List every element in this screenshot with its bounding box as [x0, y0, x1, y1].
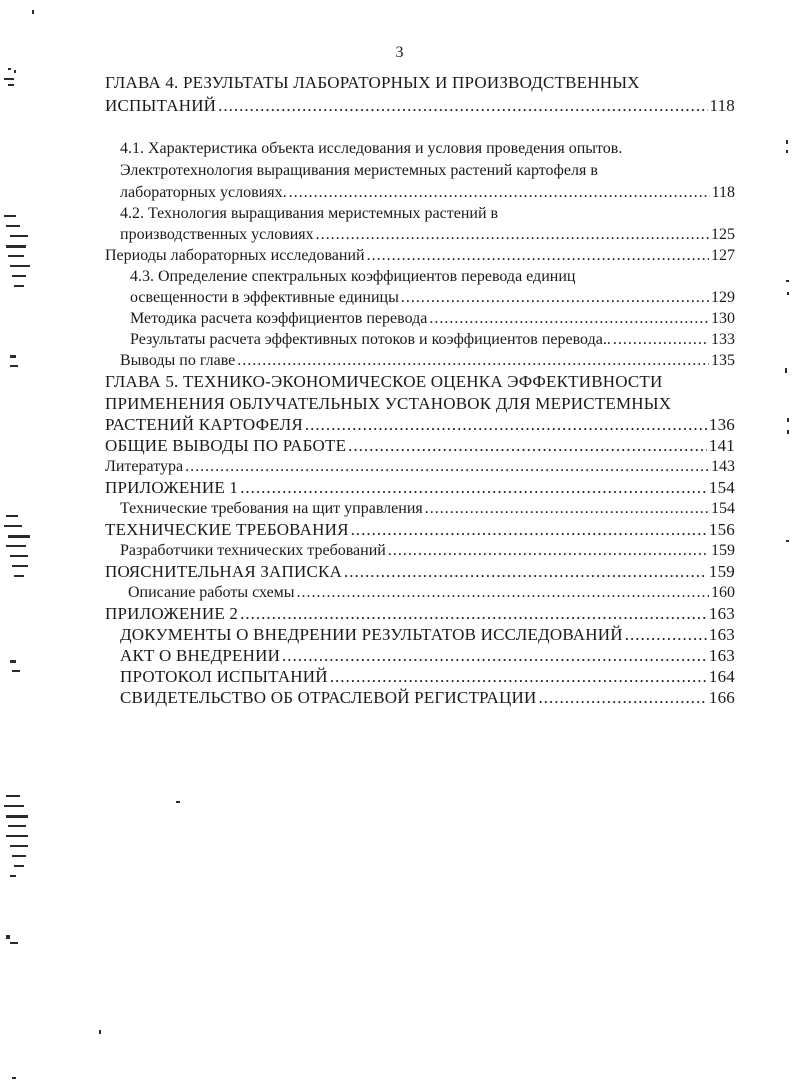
leader-dots [351, 519, 707, 540]
leader-dots [289, 182, 710, 203]
toc-periods[interactable] [105, 245, 735, 266]
toc-general-conclusions[interactable] [105, 435, 735, 456]
leader-dots [425, 498, 709, 519]
toc-page-number: 160 [711, 584, 735, 601]
leader-dots [613, 329, 709, 350]
toc-entry-title: Описание работы схемы [128, 584, 295, 601]
leader-dots [316, 224, 709, 245]
page-number: 3 [395, 44, 404, 61]
leader-dots [401, 287, 709, 308]
scan-speck [6, 815, 28, 818]
toc-appendix-1[interactable] [105, 477, 735, 498]
toc-page-number: 135 [711, 352, 735, 369]
scan-speck [32, 10, 34, 14]
toc-page-number: 163 [708, 604, 735, 623]
toc-page-number: 118 [711, 184, 735, 201]
toc-chapter-5[interactable] [105, 414, 735, 435]
toc-page-number: 125 [711, 226, 735, 243]
toc-page-number: 118 [709, 96, 735, 115]
toc-results[interactable] [130, 329, 735, 350]
toc-appendix-2[interactable] [105, 603, 735, 624]
toc-section-4-1-line2: Электротехнология выращивания меристемных растений картофеля в [120, 162, 598, 179]
toc-entry-title: производственных условиях [120, 226, 314, 243]
toc-page-number: 154 [708, 478, 735, 497]
toc-entry-title: Методика расчета коэффициентов перевода [130, 310, 428, 327]
toc-certificate[interactable] [120, 687, 735, 708]
toc-page-number: 156 [708, 520, 735, 539]
scan-speck [6, 795, 20, 797]
toc-entry-title: ПОЯСНИТЕЛЬНАЯ ЗАПИСКА [105, 562, 343, 581]
toc-page-number: 164 [708, 667, 735, 686]
leader-dots [185, 456, 709, 477]
scan-speck [6, 835, 28, 837]
toc-entry-title: АКТ О ВНЕДРЕНИИ [120, 646, 281, 665]
toc-page-number: 159 [711, 542, 735, 559]
toc-page-number: 133 [711, 331, 735, 348]
toc-chapter-5-line1: ГЛАВА 5. ТЕХНИКО-ЭКОНОМИЧЕСКОЕ ОЦЕНКА ЭФФЕКТИВНОСТИ [105, 372, 663, 391]
toc-entry-title: Выводы по главе [120, 352, 236, 369]
leader-dots [429, 308, 709, 329]
toc-entry-title: Результаты расчета эффективных потоков и коэффициентов перевода.. [130, 331, 611, 348]
scan-speck [99, 1030, 101, 1034]
toc-page-number: 163 [708, 646, 735, 665]
leader-dots [344, 561, 707, 582]
toc-documents[interactable] [120, 624, 735, 645]
toc-page-number: 127 [711, 247, 735, 264]
leader-dots [282, 645, 707, 666]
toc-page-number: 130 [711, 310, 735, 327]
toc-page-number: 143 [711, 458, 735, 475]
leader-dots [348, 435, 707, 456]
toc-entry-title: СВИДЕТЕЛЬСТВО ОБ ОТРАСЛЕВОЙ РЕГИСТРАЦИИ [120, 688, 537, 707]
toc-entry-title: ПРОТОКОЛ ИСПЫТАНИЙ [120, 667, 328, 686]
toc-act[interactable] [120, 645, 735, 666]
scan-speck [10, 875, 16, 877]
scan-speck [12, 855, 26, 857]
leader-dots [330, 666, 707, 687]
toc-protocol[interactable] [120, 666, 735, 687]
scan-speck [176, 801, 180, 803]
toc-section-4-2-line1: 4.2. Технология выращивания меристемных растений в [120, 205, 499, 222]
toc-entry-title: освещенности в эффективные единицы [130, 289, 399, 306]
toc-explanatory-note[interactable] [105, 561, 735, 582]
toc-section-4-1[interactable] [120, 182, 735, 203]
toc-scheme[interactable] [128, 582, 735, 603]
toc-entry-title: ПРИЛОЖЕНИЕ 2 [105, 604, 239, 623]
toc-chapter-4[interactable] [105, 95, 735, 116]
toc-method[interactable] [130, 308, 735, 329]
toc-entry-title: Технические требования на щит управления [120, 500, 423, 517]
toc-developers[interactable] [120, 540, 735, 561]
table-of-contents [0, 70, 799, 730]
toc-technical-requirements[interactable] [105, 519, 735, 540]
toc-page-number: 141 [708, 436, 735, 455]
toc-entry-title: ОБЩИЕ ВЫВОДЫ ПО РАБОТЕ [105, 436, 347, 455]
toc-entry-title: Периоды лабораторных исследований [105, 247, 365, 264]
toc-page-number: 136 [708, 415, 735, 434]
leader-dots [625, 624, 707, 645]
toc-section-4-1-line1: 4.1. Характеристика объекта исследования и условия проведения опытов. [120, 140, 623, 157]
leader-dots [297, 582, 709, 603]
toc-page-number: 166 [708, 688, 735, 707]
leader-dots [237, 350, 709, 371]
toc-entry-title: ПРИЛОЖЕНИЕ 1 [105, 478, 239, 497]
toc-chapter-5-line2: ПРИМЕНЕНИЯ ОБЛУЧАТЕЛЬНЫХ УСТАНОВОК ДЛЯ МЕРИСТЕМНЫХ [105, 394, 672, 413]
toc-page-number: 163 [708, 625, 735, 644]
scan-speck [10, 845, 28, 847]
scan-speck [6, 935, 10, 939]
leader-dots [240, 477, 707, 498]
toc-page-number: 154 [711, 500, 735, 517]
toc-entry-title: РАСТЕНИЙ КАРТОФЕЛЯ [105, 415, 303, 434]
leader-dots [305, 414, 707, 435]
scan-speck [8, 825, 26, 827]
toc-literature[interactable] [105, 456, 735, 477]
leader-dots [388, 540, 709, 561]
toc-entry-title: ИСПЫТАНИЙ [105, 96, 217, 115]
toc-entry-title: лабораторных условиях. [120, 184, 287, 201]
leader-dots [367, 245, 709, 266]
leader-dots [240, 603, 707, 624]
toc-entry-title: Литература [105, 458, 184, 475]
toc-entry-title: ДОКУМЕНТЫ О ВНЕДРЕНИИ РЕЗУЛЬТАТОВ ИССЛЕДОВАНИЙ [120, 625, 623, 644]
leader-dots [218, 95, 707, 116]
toc-page-number: 159 [708, 562, 735, 581]
toc-conclusions[interactable] [120, 350, 735, 371]
toc-section-4-3[interactable] [130, 287, 735, 308]
toc-section-4-3-line1: 4.3. Определение спектральных коэффициентов перевода единиц [130, 268, 576, 285]
toc-section-4-2[interactable] [120, 224, 735, 245]
toc-chapter-4-line1: ГЛАВА 4. РЕЗУЛЬТАТЫ ЛАБОРАТОРНЫХ И ПРОИЗВОДСТВЕННЫХ [105, 73, 640, 92]
toc-entry-title: Разработчики технических требований [120, 542, 386, 559]
scan-speck [10, 942, 18, 944]
scan-speck [14, 865, 24, 867]
toc-entry-title: ТЕХНИЧЕСКИЕ ТРЕБОВАНИЯ [105, 520, 349, 539]
scan-speck [12, 1077, 16, 1079]
leader-dots [538, 687, 706, 708]
scan-speck [4, 805, 24, 807]
toc-techreq-panel[interactable] [120, 498, 735, 519]
toc-page-number: 129 [711, 289, 735, 306]
